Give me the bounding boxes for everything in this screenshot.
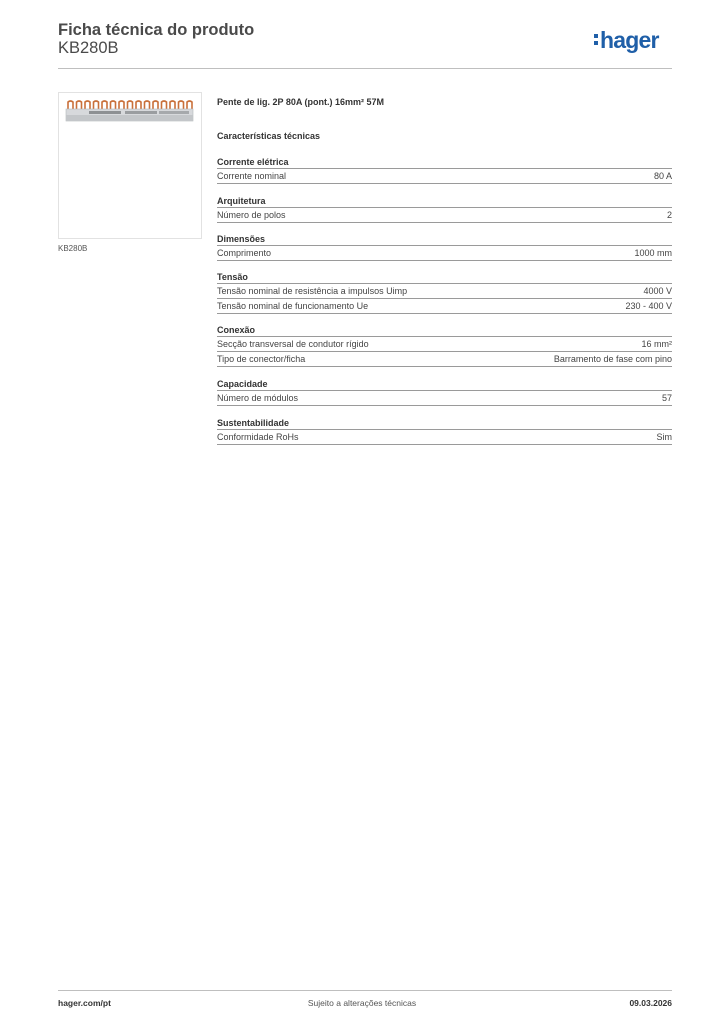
spec-label: Corrente nominal xyxy=(217,171,287,181)
spec-value: 1000 mm xyxy=(634,248,672,258)
group-title: Arquitetura xyxy=(217,195,672,208)
spec-label: Tensão nominal de resistência a impulsos Uimp xyxy=(217,286,408,296)
group-capacidade xyxy=(217,378,672,406)
group-conexao xyxy=(217,324,672,367)
characteristics-heading: Características técnicas xyxy=(217,131,321,141)
spec-label: Número de módulos xyxy=(217,393,299,403)
spec-label: Número de polos xyxy=(217,210,286,220)
footer-date: 09.03.2026 xyxy=(629,998,672,1008)
spec-row xyxy=(217,246,672,261)
spec-label: Conformidade RoHs xyxy=(217,432,299,442)
spec-row xyxy=(217,284,672,299)
footer-divider xyxy=(58,990,672,991)
spec-value: 16 mm² xyxy=(641,339,672,349)
header-divider xyxy=(58,68,672,69)
spec-row xyxy=(217,169,672,184)
hager-logo xyxy=(594,27,659,57)
group-title: Capacidade xyxy=(217,378,672,391)
spec-value: Barramento de fase com pino xyxy=(553,354,672,364)
spec-label: Comprimento xyxy=(217,248,272,258)
group-corrente xyxy=(217,156,672,184)
spec-value: 80 A xyxy=(653,171,672,181)
busbar-image-icon xyxy=(59,93,201,238)
group-tensao xyxy=(217,271,672,314)
page-title: Ficha técnica do produto xyxy=(58,21,255,39)
spec-row xyxy=(217,337,672,352)
group-arquitetura xyxy=(217,195,672,223)
footer-website-link[interactable]: hager.com/pt xyxy=(58,998,111,1008)
spec-row xyxy=(217,299,672,314)
spec-label: Secção transversal de condutor rígido xyxy=(217,339,369,349)
group-sustentabilidade xyxy=(217,417,672,445)
spec-label: Tipo de conector/ficha xyxy=(217,354,306,364)
group-dimensoes xyxy=(217,233,672,261)
group-title: Tensão xyxy=(217,271,672,284)
product-code: KB280B xyxy=(58,39,119,57)
group-title: Dimensões xyxy=(217,233,672,246)
group-title: Sustentabilidade xyxy=(217,417,672,430)
logo-text: hager xyxy=(600,27,659,53)
spec-value: 2 xyxy=(666,210,672,220)
spec-row xyxy=(217,430,672,445)
spec-row xyxy=(217,391,672,406)
image-caption: KB280B xyxy=(58,244,88,253)
group-title: Conexão xyxy=(217,324,672,337)
group-title: Corrente elétrica xyxy=(217,156,672,169)
spec-row xyxy=(217,208,672,223)
footer-notice: Sujeito a alterações técnicas xyxy=(307,998,417,1008)
spec-value: 4000 V xyxy=(643,286,672,296)
product-description: Pente de lig. 2P 80A (pont.) 16mm² 57M xyxy=(217,97,385,107)
product-image xyxy=(58,92,202,239)
spec-value: Sim xyxy=(656,432,672,442)
spec-value: 57 xyxy=(661,393,672,403)
spec-row xyxy=(217,352,672,367)
logo-dots-icon xyxy=(594,34,598,45)
spec-label: Tensão nominal de funcionamento Ue xyxy=(217,301,369,311)
spec-value: 230 - 400 V xyxy=(625,301,672,311)
